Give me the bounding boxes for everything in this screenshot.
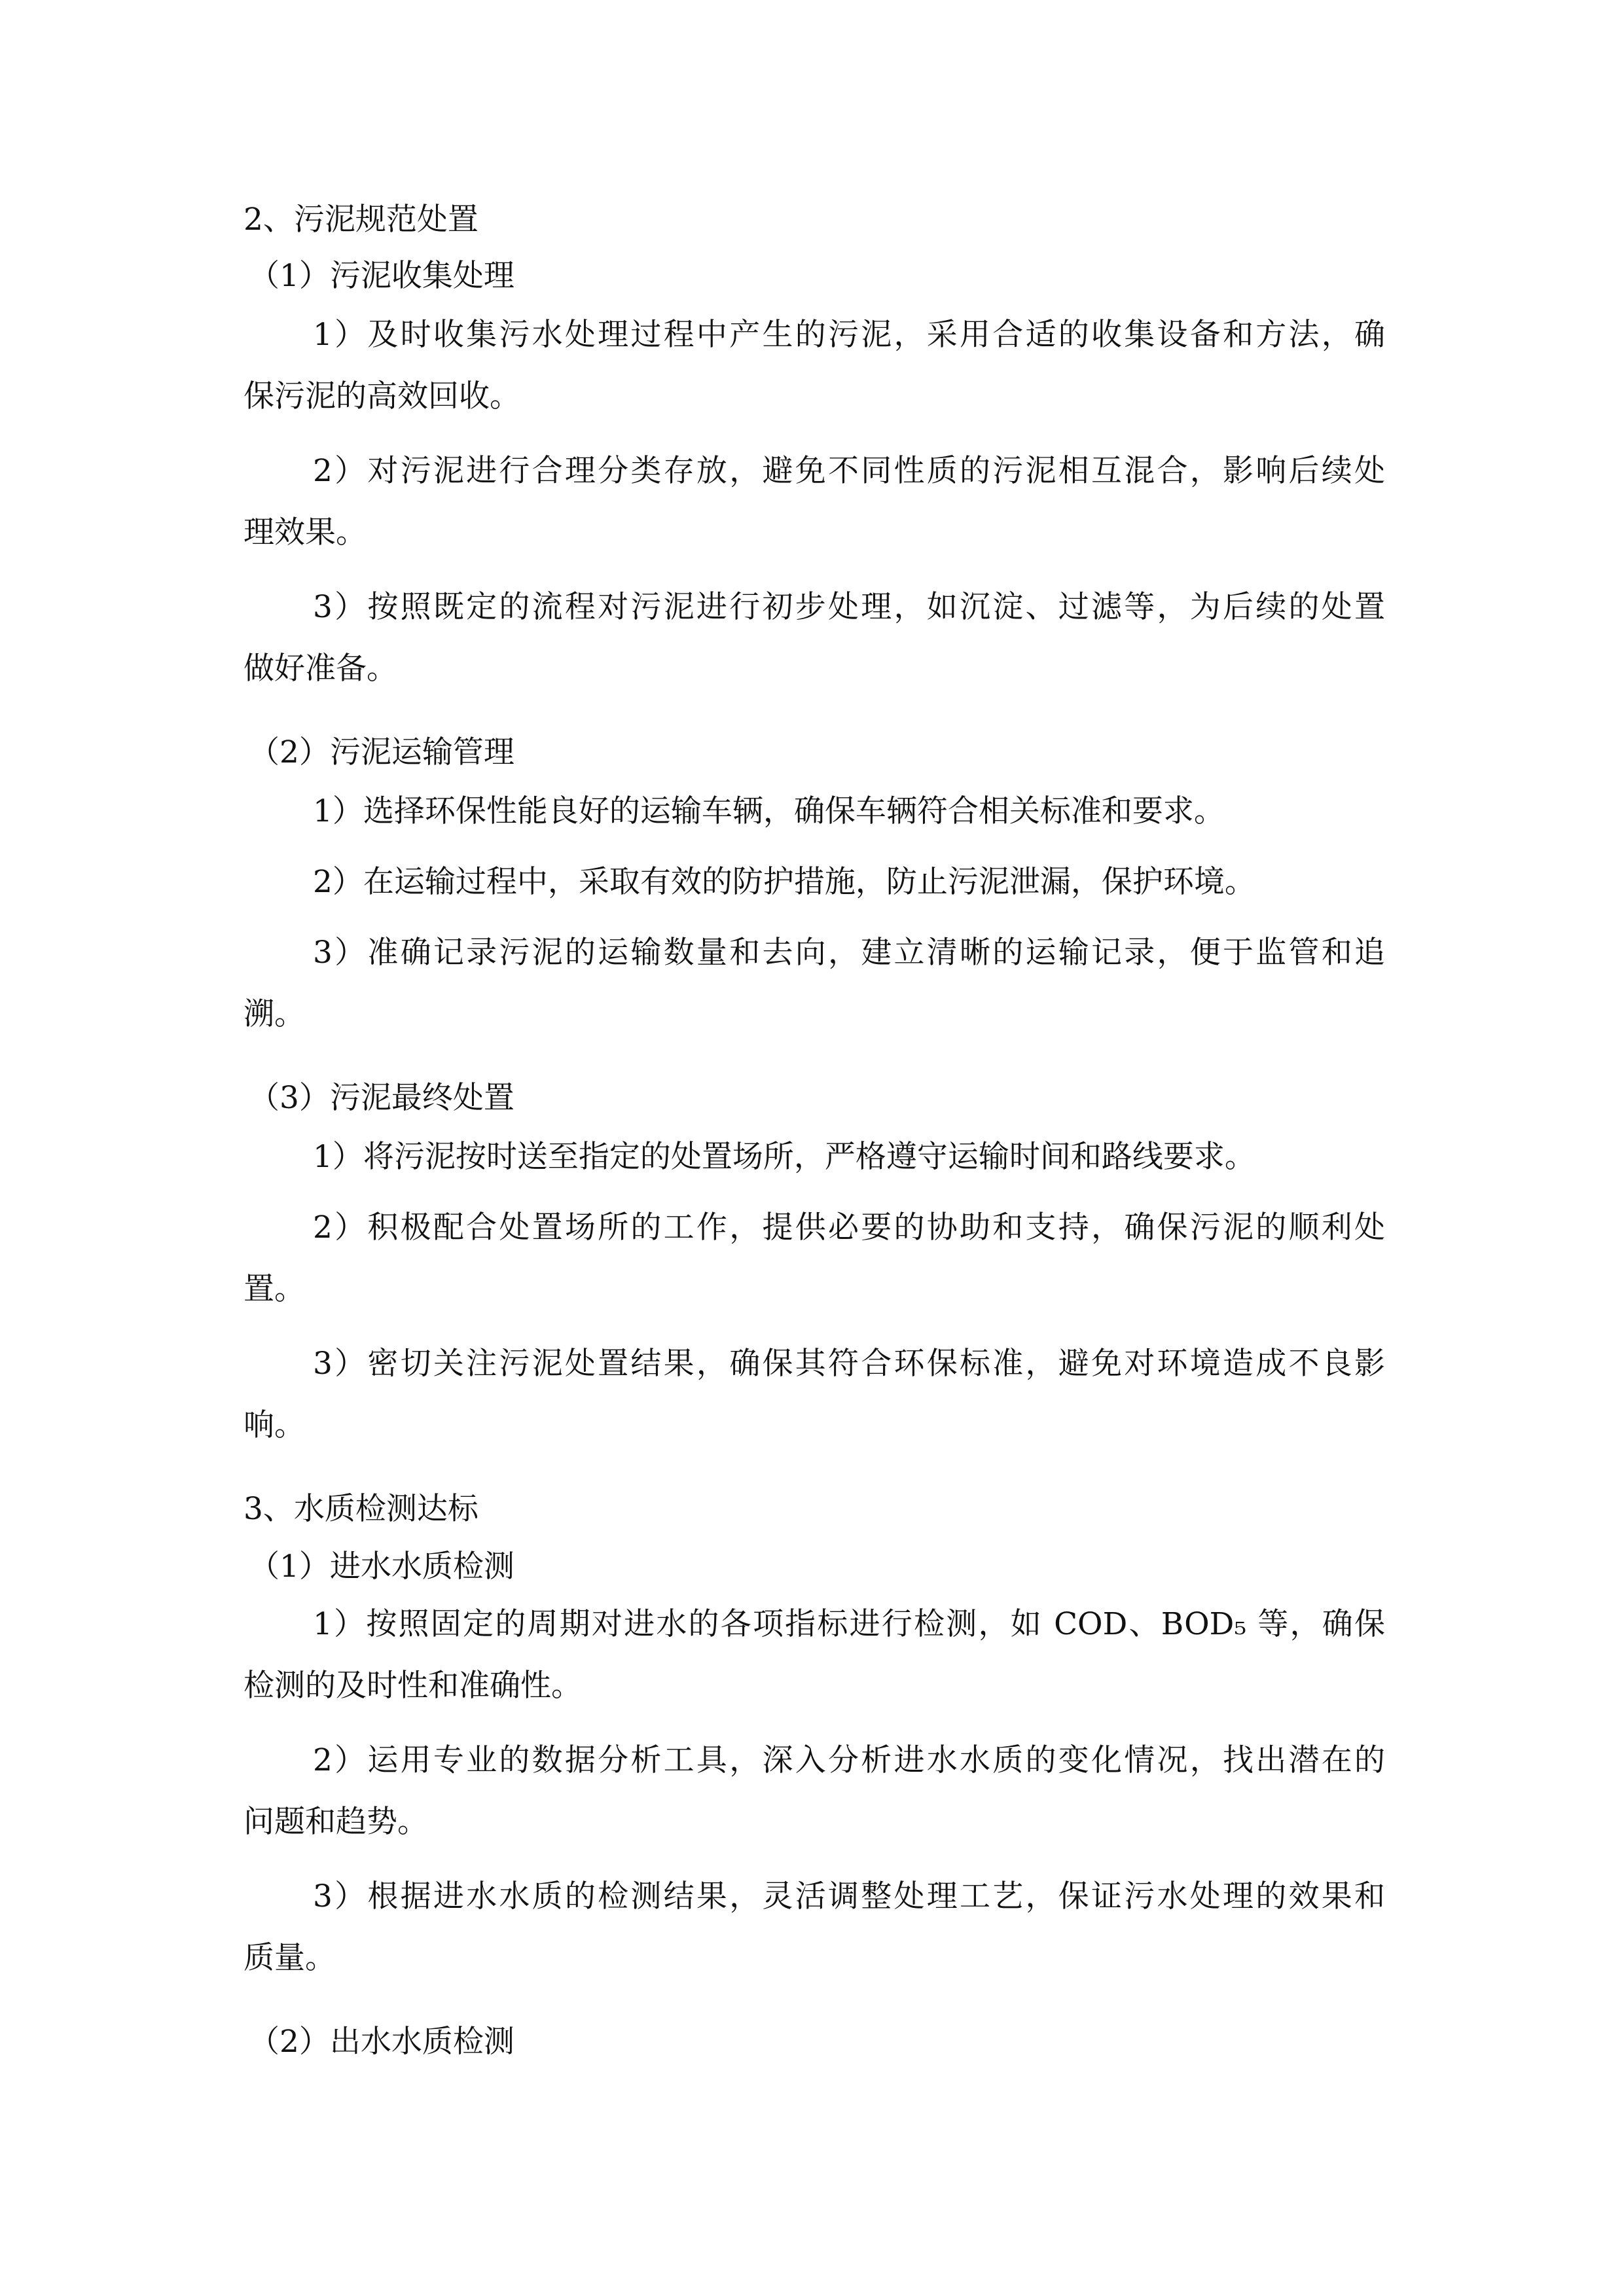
- paragraph-line: 响。: [244, 1407, 305, 1443]
- paragraph-line: 检测的及时性和准确性。: [244, 1668, 582, 1704]
- paragraph-line: 1）按照固定的周期对进水的各项指标进行检测，如 COD、BOD₅ 等，确保: [313, 1606, 1385, 1642]
- paragraph-line: 置。: [244, 1271, 305, 1307]
- paragraph-line: 3）根据进水水质的检测结果，灵活调整处理工艺，保证污水处理的效果和: [313, 1878, 1385, 1914]
- paragraph-line: 质量。: [244, 1940, 336, 1976]
- subsection-3-1-heading: （1）进水水质检测: [249, 1549, 514, 1585]
- paragraph-line: 理效果。: [244, 514, 367, 550]
- paragraph-line: 3）密切关注污泥处置结果，确保其符合环保标准，避免对环境造成不良影: [313, 1346, 1385, 1382]
- paragraph-line: 1）将污泥按时送至指定的处置场所，严格遵守运输时间和路线要求。: [313, 1139, 1255, 1175]
- subsection-2-2-heading: （2）污泥运输管理: [249, 734, 514, 770]
- section-3-heading: 3、水质检测达标: [244, 1491, 478, 1527]
- paragraph-line: 1）选择环保性能良好的运输车辆，确保车辆符合相关标准和要求。: [313, 793, 1225, 829]
- paragraph-line: 3）准确记录污泥的运输数量和去向，建立清晰的运输记录，便于监管和追: [313, 935, 1385, 971]
- paragraph-line: 溯。: [244, 996, 305, 1032]
- paragraph-line: 2）对污泥进行合理分类存放，避免不同性质的污泥相互混合，影响后续处: [313, 453, 1385, 489]
- section-2-heading: 2、污泥规范处置: [244, 202, 478, 238]
- paragraph-line: 2）运用专业的数据分析工具，深入分析进水水质的变化情况，找出潜在的: [313, 1742, 1385, 1778]
- paragraph-line: 2）积极配合处置场所的工作，提供必要的协助和支持，确保污泥的顺利处: [313, 1210, 1385, 1246]
- paragraph-line: 2）在运输过程中，采取有效的防护措施，防止污泥泄漏，保护环境。: [313, 864, 1255, 900]
- paragraph-line: 3）按照既定的流程对污泥进行初步处理，如沉淀、过滤等，为后续的处置: [313, 589, 1385, 625]
- paragraph-line: 问题和趋势。: [244, 1804, 428, 1840]
- paragraph-line: 保污泥的高效回收。: [244, 378, 520, 414]
- subsection-2-3-heading: （3）污泥最终处置: [249, 1080, 514, 1116]
- subsection-2-1-heading: （1）污泥收集处理: [249, 258, 514, 294]
- subsection-3-2-heading: （2）出水水质检测: [249, 2024, 514, 2060]
- paragraph-line: 1）及时收集污水处理过程中产生的污泥，采用合适的收集设备和方法，确: [313, 317, 1385, 353]
- paragraph-line: 做好准备。: [244, 651, 397, 687]
